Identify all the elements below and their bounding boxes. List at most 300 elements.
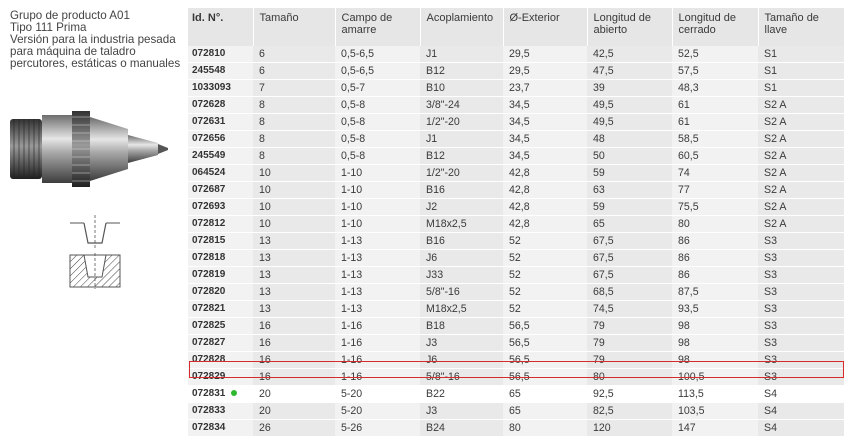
product-description-line-1: Versión para la industria pesada — [10, 33, 176, 46]
cell-key-size — [758, 369, 844, 386]
cell-closed-length — [672, 301, 758, 318]
cell-coupling — [420, 165, 503, 182]
cell-open-length — [587, 46, 672, 63]
cell-clamping-range — [335, 420, 420, 437]
product-description-line-2: para máquina de taladro — [10, 45, 136, 58]
cell-text: B10 — [426, 82, 445, 94]
cell-text: 072820 — [192, 286, 226, 297]
cell-coupling — [420, 420, 503, 437]
cell-text: 072810 — [192, 48, 226, 59]
cell-outer-diameter — [503, 335, 587, 352]
cell-text: 48 — [593, 133, 605, 145]
cell-text: 42,8 — [509, 201, 530, 213]
cell-text: 29,5 — [509, 65, 530, 77]
cell-text: 52,5 — [678, 48, 699, 60]
cell-text: 1-10 — [341, 218, 363, 230]
cell-text: 58,5 — [678, 133, 699, 145]
cell-text: 42,8 — [509, 218, 530, 230]
cell-coupling — [420, 97, 503, 114]
cell-text: 29,5 — [509, 48, 530, 60]
cell-text: J2 — [426, 201, 438, 213]
cell-text: S2 A — [764, 150, 787, 162]
table-row[interactable] — [188, 182, 844, 199]
cell-text: S4 — [764, 422, 777, 434]
cell-text: 42,8 — [509, 167, 530, 179]
cell-key-size — [758, 267, 844, 284]
product-info-panel — [0, 0, 186, 419]
cell-text: 1-16 — [341, 371, 363, 383]
cell-text: 8 — [259, 116, 265, 128]
cell-id — [188, 335, 253, 352]
cell-text: S2 A — [764, 116, 787, 128]
table-row[interactable] — [188, 165, 844, 182]
cell-open-length — [587, 165, 672, 182]
cell-closed-length — [672, 148, 758, 165]
cell-coupling — [420, 284, 503, 301]
cell-text: 23,7 — [509, 82, 530, 94]
cell-text: 67,5 — [593, 269, 614, 281]
table-row[interactable] — [188, 46, 844, 63]
cell-text: 072687 — [192, 184, 226, 195]
cell-outer-diameter — [503, 182, 587, 199]
cell-clamping-range — [335, 148, 420, 165]
cell-id — [188, 148, 253, 165]
cell-size — [253, 267, 335, 284]
header-size: Tamaño — [253, 8, 335, 46]
cell-key-size — [758, 233, 844, 250]
cell-size — [253, 352, 335, 369]
cell-text: 79 — [593, 354, 605, 366]
cell-id — [188, 165, 253, 182]
cell-clamping-range — [335, 250, 420, 267]
cell-coupling — [420, 335, 503, 352]
cell-closed-length — [672, 352, 758, 369]
cell-text: 52 — [509, 286, 521, 298]
table-row[interactable] — [188, 335, 844, 352]
cell-text: 34,5 — [509, 116, 530, 128]
cell-clamping-range — [335, 335, 420, 352]
cell-outer-diameter — [503, 114, 587, 131]
cell-closed-length — [672, 403, 758, 420]
cell-text: S3 — [764, 235, 777, 247]
cell-text: 072818 — [192, 252, 226, 263]
cell-text: S2 A — [764, 133, 787, 145]
cell-text: S3 — [764, 303, 777, 315]
cell-text: 5/8"-16 — [426, 371, 460, 383]
table-body — [188, 46, 844, 437]
cell-text: 42,8 — [509, 184, 530, 196]
table-row[interactable] — [188, 369, 844, 386]
cell-id — [188, 131, 253, 148]
table-row[interactable] — [188, 301, 844, 318]
cell-key-size — [758, 216, 844, 233]
cell-text: 0,5-8 — [341, 150, 366, 162]
cell-text: B16 — [426, 235, 445, 247]
table-row[interactable] — [188, 403, 844, 420]
cell-key-size — [758, 148, 844, 165]
cell-key-size — [758, 182, 844, 199]
table-row[interactable] — [188, 233, 844, 250]
cell-text: S3 — [764, 252, 777, 264]
table-row[interactable] — [188, 267, 844, 284]
cell-text: 072628 — [192, 99, 226, 110]
cell-open-length — [587, 386, 672, 403]
cell-key-size — [758, 199, 844, 216]
table-row[interactable] — [188, 148, 844, 165]
cell-text: B22 — [426, 388, 445, 400]
cell-text: S1 — [764, 65, 777, 77]
cell-text: 072821 — [192, 303, 226, 314]
cell-text: 13 — [259, 252, 271, 264]
cell-text: 93,5 — [678, 303, 699, 315]
cell-coupling — [420, 301, 503, 318]
cell-text: 10 — [259, 201, 271, 213]
cell-open-length — [587, 267, 672, 284]
cell-outer-diameter — [503, 46, 587, 63]
table-row[interactable] — [188, 199, 844, 216]
cell-open-length — [587, 97, 672, 114]
cell-text: 1/2"-20 — [426, 167, 460, 179]
cell-text: 245549 — [192, 150, 226, 161]
cell-outer-diameter — [503, 148, 587, 165]
cell-size — [253, 420, 335, 437]
cell-text: 8 — [259, 99, 265, 111]
cell-text: 120 — [593, 422, 611, 434]
cell-coupling — [420, 369, 503, 386]
table-row[interactable] — [188, 63, 844, 80]
cell-size — [253, 131, 335, 148]
header-id: Id. N°. — [188, 8, 253, 46]
cell-key-size — [758, 403, 844, 420]
cell-text: 1-16 — [341, 337, 363, 349]
cell-text: 1-13 — [341, 286, 363, 298]
cell-text: 064524 — [192, 167, 226, 178]
table-row[interactable] — [188, 97, 844, 114]
cell-text: 52 — [509, 252, 521, 264]
table-row[interactable] — [188, 284, 844, 301]
cell-clamping-range — [335, 97, 420, 114]
cell-key-size — [758, 250, 844, 267]
cell-text: 77 — [678, 184, 690, 196]
cell-text: 3/8"-24 — [426, 99, 460, 111]
cell-open-length — [587, 420, 672, 437]
cell-text: 86 — [678, 269, 690, 281]
cell-size — [253, 148, 335, 165]
cell-closed-length — [672, 318, 758, 335]
cell-outer-diameter — [503, 369, 587, 386]
cell-open-length — [587, 131, 672, 148]
cell-open-length — [587, 301, 672, 318]
cell-text: 5-20 — [341, 388, 363, 400]
cell-text: 1-13 — [341, 303, 363, 315]
cell-open-length — [587, 216, 672, 233]
cell-outer-diameter — [503, 97, 587, 114]
cell-text: S2 A — [764, 218, 787, 230]
cell-key-size — [758, 335, 844, 352]
cell-key-size — [758, 301, 844, 318]
table-row[interactable] — [188, 80, 844, 97]
table-row[interactable] — [188, 216, 844, 233]
header-key-size: Tamaño de llave — [758, 8, 844, 46]
cell-text: 0,5-8 — [341, 133, 366, 145]
cell-open-length — [587, 352, 672, 369]
cell-text: 67,5 — [593, 252, 614, 264]
cell-clamping-range — [335, 216, 420, 233]
table-header-row — [188, 8, 844, 46]
table-row[interactable] — [188, 250, 844, 267]
cell-size — [253, 250, 335, 267]
cell-size — [253, 80, 335, 97]
cell-text: J33 — [426, 269, 444, 281]
cell-outer-diameter — [503, 403, 587, 420]
cell-text: B12 — [426, 65, 445, 77]
cell-closed-length — [672, 335, 758, 352]
cell-coupling — [420, 63, 503, 80]
cell-size — [253, 233, 335, 250]
cell-text: S3 — [764, 337, 777, 349]
cell-text: 79 — [593, 337, 605, 349]
cell-clamping-range — [335, 80, 420, 97]
cell-closed-length — [672, 80, 758, 97]
cell-text: 8 — [259, 133, 265, 145]
cell-text: 072825 — [192, 320, 226, 331]
cell-closed-length — [672, 182, 758, 199]
cell-text: 072656 — [192, 133, 226, 144]
cell-clamping-range — [335, 63, 420, 80]
cell-text: 1-16 — [341, 354, 363, 366]
cell-clamping-range — [335, 301, 420, 318]
cell-outer-diameter — [503, 284, 587, 301]
cell-text: 80 — [593, 371, 605, 383]
cell-text: S3 — [764, 286, 777, 298]
cell-text: S2 A — [764, 201, 787, 213]
cell-text: 56,5 — [509, 371, 530, 383]
table-row[interactable] — [188, 386, 844, 403]
cell-open-length — [587, 114, 672, 131]
cell-clamping-range — [335, 284, 420, 301]
cell-outer-diameter — [503, 216, 587, 233]
cell-open-length — [587, 318, 672, 335]
cell-closed-length — [672, 165, 758, 182]
cell-closed-length — [672, 216, 758, 233]
table-row[interactable] — [188, 131, 844, 148]
cell-id — [188, 386, 253, 403]
cell-text: 10 — [259, 184, 271, 196]
cell-text: 072827 — [192, 337, 226, 348]
cell-text: 49,5 — [593, 116, 614, 128]
cell-text: 072829 — [192, 371, 226, 382]
cell-clamping-range — [335, 352, 420, 369]
cell-closed-length — [672, 114, 758, 131]
cell-outer-diameter — [503, 131, 587, 148]
cell-coupling — [420, 46, 503, 63]
cell-id — [188, 284, 253, 301]
product-table-container — [188, 8, 844, 437]
cell-text: S2 A — [764, 184, 787, 196]
cell-size — [253, 165, 335, 182]
cell-text: 20 — [259, 405, 271, 417]
cell-text: 49,5 — [593, 99, 614, 111]
cell-text: 147 — [678, 422, 696, 434]
cell-clamping-range — [335, 114, 420, 131]
cell-text: 59 — [593, 201, 605, 213]
cell-size — [253, 318, 335, 335]
cell-outer-diameter — [503, 80, 587, 97]
cell-open-length — [587, 182, 672, 199]
cell-outer-diameter — [503, 420, 587, 437]
cell-size — [253, 403, 335, 420]
cell-text: B12 — [426, 150, 445, 162]
cell-size — [253, 284, 335, 301]
cell-text: 56,5 — [509, 354, 530, 366]
cell-text: 57,5 — [678, 65, 699, 77]
cell-text: 20 — [259, 388, 271, 400]
cell-closed-length — [672, 63, 758, 80]
cell-text: B18 — [426, 320, 445, 332]
cell-text: 34,5 — [509, 99, 530, 111]
cell-text: 1-10 — [341, 184, 363, 196]
cell-text: 13 — [259, 286, 271, 298]
cell-text: 42,5 — [593, 48, 614, 60]
cell-closed-length — [672, 420, 758, 437]
cell-key-size — [758, 420, 844, 437]
product-type: Tipo 111 Prima — [10, 21, 87, 34]
cell-text: 5-20 — [341, 405, 363, 417]
cell-clamping-range — [335, 46, 420, 63]
cell-key-size — [758, 386, 844, 403]
cell-outer-diameter — [503, 386, 587, 403]
cell-text: 34,5 — [509, 133, 530, 145]
cell-size — [253, 182, 335, 199]
cell-text: 10 — [259, 218, 271, 230]
cell-key-size — [758, 165, 844, 182]
cell-text: 072828 — [192, 354, 226, 365]
header-clamping-range: Campo de amarre — [335, 8, 420, 46]
cell-id — [188, 233, 253, 250]
cell-text: M18x2,5 — [426, 303, 467, 315]
cell-text: 87,5 — [678, 286, 699, 298]
cell-open-length — [587, 250, 672, 267]
cell-text: 50 — [593, 150, 605, 162]
cell-open-length — [587, 403, 672, 420]
cell-text: 82,5 — [593, 405, 614, 417]
cell-id — [188, 80, 253, 97]
cell-clamping-range — [335, 199, 420, 216]
product-group-title: Grupo de producto A01 — [10, 9, 130, 22]
cell-text: 072812 — [192, 218, 226, 229]
cell-text: 1-10 — [341, 167, 363, 179]
cell-coupling — [420, 386, 503, 403]
cell-text: J6 — [426, 354, 438, 366]
cell-size — [253, 386, 335, 403]
cell-size — [253, 63, 335, 80]
cell-clamping-range — [335, 165, 420, 182]
cell-id — [188, 403, 253, 420]
cell-text: S2 A — [764, 167, 787, 179]
table-row[interactable] — [188, 352, 844, 369]
cell-text: J3 — [426, 405, 438, 417]
cell-text: 56,5 — [509, 337, 530, 349]
cell-text: 072819 — [192, 269, 226, 280]
cell-outer-diameter — [503, 301, 587, 318]
cell-text: 67,5 — [593, 235, 614, 247]
cell-text: 072631 — [192, 116, 226, 127]
cell-text: S4 — [764, 405, 777, 417]
drill-chuck-image — [10, 95, 180, 205]
cell-id — [188, 267, 253, 284]
cell-text: 60,5 — [678, 150, 699, 162]
cell-text: S3 — [764, 354, 777, 366]
cell-text: 48,3 — [678, 82, 699, 94]
cell-id — [188, 420, 253, 437]
cell-id — [188, 199, 253, 216]
cell-closed-length — [672, 386, 758, 403]
cell-text: 52 — [509, 303, 521, 315]
table-row[interactable] — [188, 114, 844, 131]
cell-id — [188, 46, 253, 63]
cell-text: 16 — [259, 354, 271, 366]
cell-closed-length — [672, 369, 758, 386]
cell-open-length — [587, 80, 672, 97]
cell-clamping-range — [335, 369, 420, 386]
cell-text: J1 — [426, 133, 438, 145]
cell-clamping-range — [335, 182, 420, 199]
cell-text: 13 — [259, 235, 271, 247]
cell-text: 072833 — [192, 405, 226, 416]
cell-text: 56,5 — [509, 320, 530, 332]
cell-key-size — [758, 131, 844, 148]
product-description-line-3: percutores, estáticas o manuales — [10, 57, 181, 70]
cell-text: 26 — [259, 422, 271, 434]
cell-text: 103,5 — [678, 405, 705, 417]
cell-text: 072693 — [192, 201, 226, 212]
cell-coupling — [420, 114, 503, 131]
cell-text: 65 — [509, 405, 521, 417]
cell-closed-length — [672, 284, 758, 301]
cell-closed-length — [672, 250, 758, 267]
cell-text: 98 — [678, 354, 690, 366]
cell-coupling — [420, 131, 503, 148]
coupling-diagram — [60, 215, 130, 290]
cell-text: 86 — [678, 252, 690, 264]
cell-size — [253, 335, 335, 352]
cell-outer-diameter — [503, 199, 587, 216]
cell-text: 0,5-8 — [341, 99, 366, 111]
table-row[interactable] — [188, 420, 844, 437]
cell-text: S3 — [764, 269, 777, 281]
cell-id — [188, 216, 253, 233]
cell-text: S1 — [764, 48, 777, 60]
cell-coupling — [420, 80, 503, 97]
cell-text: B16 — [426, 184, 445, 196]
cell-coupling — [420, 233, 503, 250]
cell-key-size — [758, 46, 844, 63]
cell-text: 1-13 — [341, 269, 363, 281]
cell-text: 86 — [678, 235, 690, 247]
cell-clamping-range — [335, 267, 420, 284]
cell-text: M18x2,5 — [426, 218, 467, 230]
cell-coupling — [420, 352, 503, 369]
cell-id — [188, 63, 253, 80]
cell-closed-length — [672, 233, 758, 250]
cell-text: 61 — [678, 99, 690, 111]
cell-outer-diameter — [503, 233, 587, 250]
header-open-length: Longitud de abierto — [587, 8, 672, 46]
cell-clamping-range — [335, 386, 420, 403]
cell-key-size — [758, 318, 844, 335]
cell-text: 100,5 — [678, 371, 705, 383]
table-row[interactable] — [188, 318, 844, 335]
